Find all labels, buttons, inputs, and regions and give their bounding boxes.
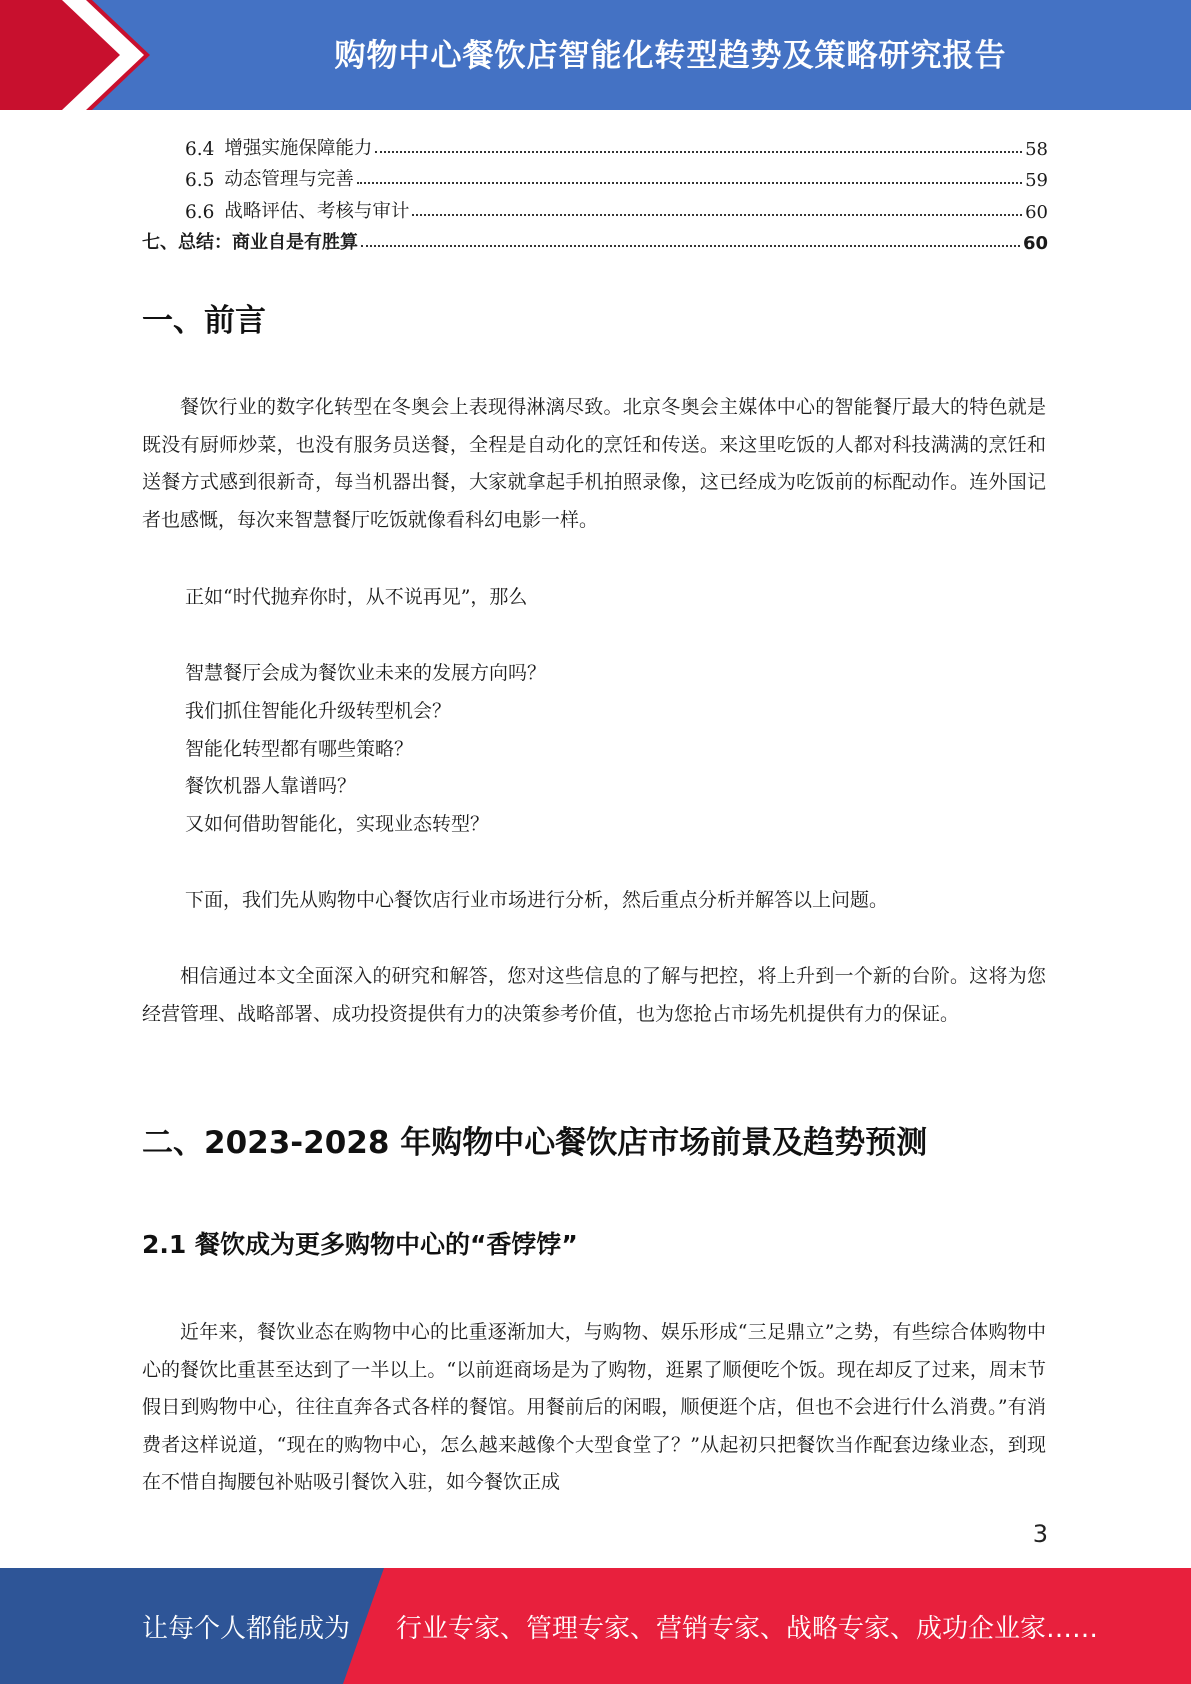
toc-entry-7[interactable] xyxy=(142,223,1048,255)
toc-number: 6.6 xyxy=(185,201,215,223)
header-arrow-icon xyxy=(0,0,160,110)
section-1-paragraph-4: 相信通过本文全面深入的研究和解答，您对这些信息的了解与把控，将上升到一个新的台阶。这将为您经营管理、战略部署、成功投资提供有力的决策参考价值，也为您抢占市场先机提供有力的保证。 xyxy=(142,965,1046,1025)
footer-slogan-right: 行业专家、管理专家、营销专家、战略专家、成功企业家…… xyxy=(396,1613,1099,1644)
toc-entry-6-5[interactable] xyxy=(142,160,1048,192)
toc-entry-6-6[interactable] xyxy=(142,191,1048,223)
toc-entry-6-4[interactable] xyxy=(142,128,1048,160)
page-number: 3 xyxy=(1032,1520,1048,1548)
footer-slogan-left: 让每个人都能成为 xyxy=(142,1613,351,1644)
section-1-paragraph-3: 下面，我们先从购物中心餐饮店行业市场进行分析，然后重点分析并解答以上问题。 xyxy=(185,889,889,911)
subsection-2-1-heading: 2.1 餐饮成为更多购物中心的“香饽饽” xyxy=(142,1230,578,1259)
question-item: 我们抓住智能化升级转型机会？ xyxy=(185,700,452,722)
toc-page-number: 58 xyxy=(1025,138,1048,160)
toc-label: 增强实施保障能力 xyxy=(224,137,373,159)
table-of-contents xyxy=(142,128,1048,254)
toc-page-number: 59 xyxy=(1025,170,1048,191)
toc-number: 6.5 xyxy=(185,170,215,191)
subsection-2-1-paragraph: 近年来，餐饮业态在购物中心的比重逐渐加大，与购物、娱乐形成“三足鼎立”之势，有些综合体购物中心的餐饮比重甚至达到了一半以上。“以前逛商场是为了购物，逛累了顺便吃个饭。现在却反了过来，周末节假日到购物中心，往往直奔各式各样的餐馆。用餐前后的闲暇，顺便逛个店，但也不会进行什么消费。”有消费者这样说道，“现在的购物中心，怎么越来越像个大型食堂了？”从起初只把餐饮当作配套边缘业态，到现在不惜自掏腰包补贴吸引餐饮入驻，如今餐饮正成 xyxy=(142,1321,1046,1493)
question-item: 餐饮机器人靠谱吗？ xyxy=(185,775,357,797)
page-header xyxy=(0,0,1191,110)
section-1-heading: 一、前言 xyxy=(142,303,266,339)
toc-leader xyxy=(361,245,1020,247)
toc-leader xyxy=(412,214,1022,216)
toc-label: 战略评估、考核与审计 xyxy=(224,200,410,222)
page-footer xyxy=(0,1568,1191,1684)
toc-page-number: 60 xyxy=(1022,233,1048,254)
section-1-paragraph-1: 餐饮行业的数字化转型在冬奥会上表现得淋漓尽致。北京冬奥会主媒体中心的智能餐厅最大的特色就是既没有厨师炒菜，也没有服务员送餐，全程是自动化的烹饪和传送。来这里吃饭的人都对科技满满的烹饪和送餐方式感到很新奇，每当机器出餐，大家就拿起手机拍照录像，这已经成为吃饭前的标配动作。连外国记者也感慨，每次来智慧餐厅吃饭就像看科幻电影一样。 xyxy=(142,396,1046,531)
section-2-heading: 二、2023-2028 年购物中心餐饮店市场前景及趋势预测 xyxy=(142,1125,928,1161)
question-item: 智慧餐厅会成为餐饮业未来的发展方向吗？ xyxy=(185,662,547,684)
toc-leader xyxy=(357,182,1022,184)
toc-page-number: 60 xyxy=(1025,201,1048,223)
toc-number: 6.4 xyxy=(185,138,215,160)
report-title: 购物中心餐饮店智能化转型趋势及策略研究报告 xyxy=(334,37,1007,74)
toc-leader xyxy=(375,151,1022,153)
question-item: 又如何借助智能化，实现业态转型？ xyxy=(185,813,490,835)
question-item: 智能化转型都有哪些策略？ xyxy=(185,738,414,760)
toc-label: 七、总结：商业自是有胜算 xyxy=(142,232,358,253)
section-1-paragraph-2: 正如“时代抛弃你时，从不说再见”，那么 xyxy=(185,586,528,608)
toc-label: 动态管理与完善 xyxy=(224,169,354,190)
